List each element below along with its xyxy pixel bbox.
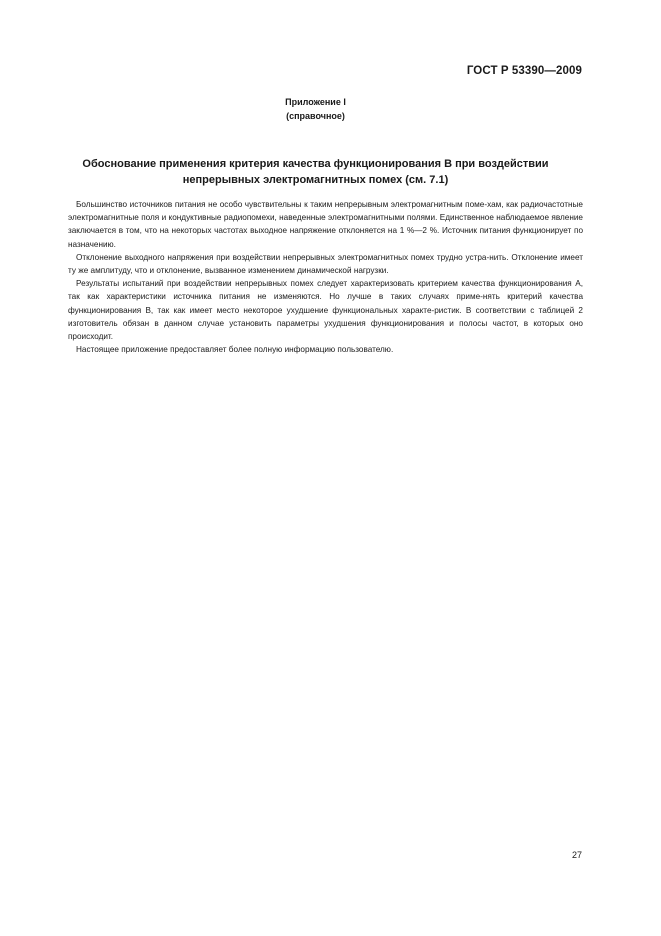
- document-code: ГОСТ Р 53390—2009: [466, 65, 582, 77]
- appendix-note: (справочное): [286, 111, 345, 121]
- section-title-line-1: Обоснование применения критерия качества функционирования В при воздействии: [82, 158, 549, 170]
- section-title-line-2: непрерывных электромагнитных помех (см. 7.1): [182, 174, 449, 186]
- paragraph-4: Настоящее приложение предоставляет более полную информацию пользователю.: [76, 345, 394, 355]
- section-title: [60, 156, 571, 188]
- appendix-label: Приложение I: [285, 97, 346, 107]
- paragraph-1: Большинство источников питания не особо чувствительны к таким непрерывным электромагнитным поме-хам, как радиочастотные электромагнитные поля и кондуктивные радиопомехи, наведенные электромагнитными полями. Единственное наблюдаемое явление заключается в том, что на некоторых частотах выходное напряжение отклоняется на 1 %—2 %. Источник питания функционирует по назначению.: [68, 200, 583, 249]
- page-number: 27: [571, 850, 582, 860]
- body-text: [68, 198, 583, 356]
- appendix-heading: [0, 95, 631, 123]
- paragraph-3: Результаты испытаний при воздействии непрерывных помех следует характеризовать критерием качества функционирования А, так как характеристики источника питания не изменяются. Но лучше в таких случаях приме-нять критерий качества функционирования В, так как имеет место некоторое ухудшение функциональных характе-ристик. В соответствии с таблицей 2 изготовитель обязан в данном случае установить параметры ухудшения функционирования и полосы частот, в которых оно происходит.: [68, 279, 583, 342]
- paragraph-2: Отклонение выходного напряжения при воздействии непрерывных электромагнитных помех трудно устра-нить. Отклонение имеет ту же амплитуду, что и отклонение, вызванное изменением динамической нагрузки.: [68, 252, 583, 276]
